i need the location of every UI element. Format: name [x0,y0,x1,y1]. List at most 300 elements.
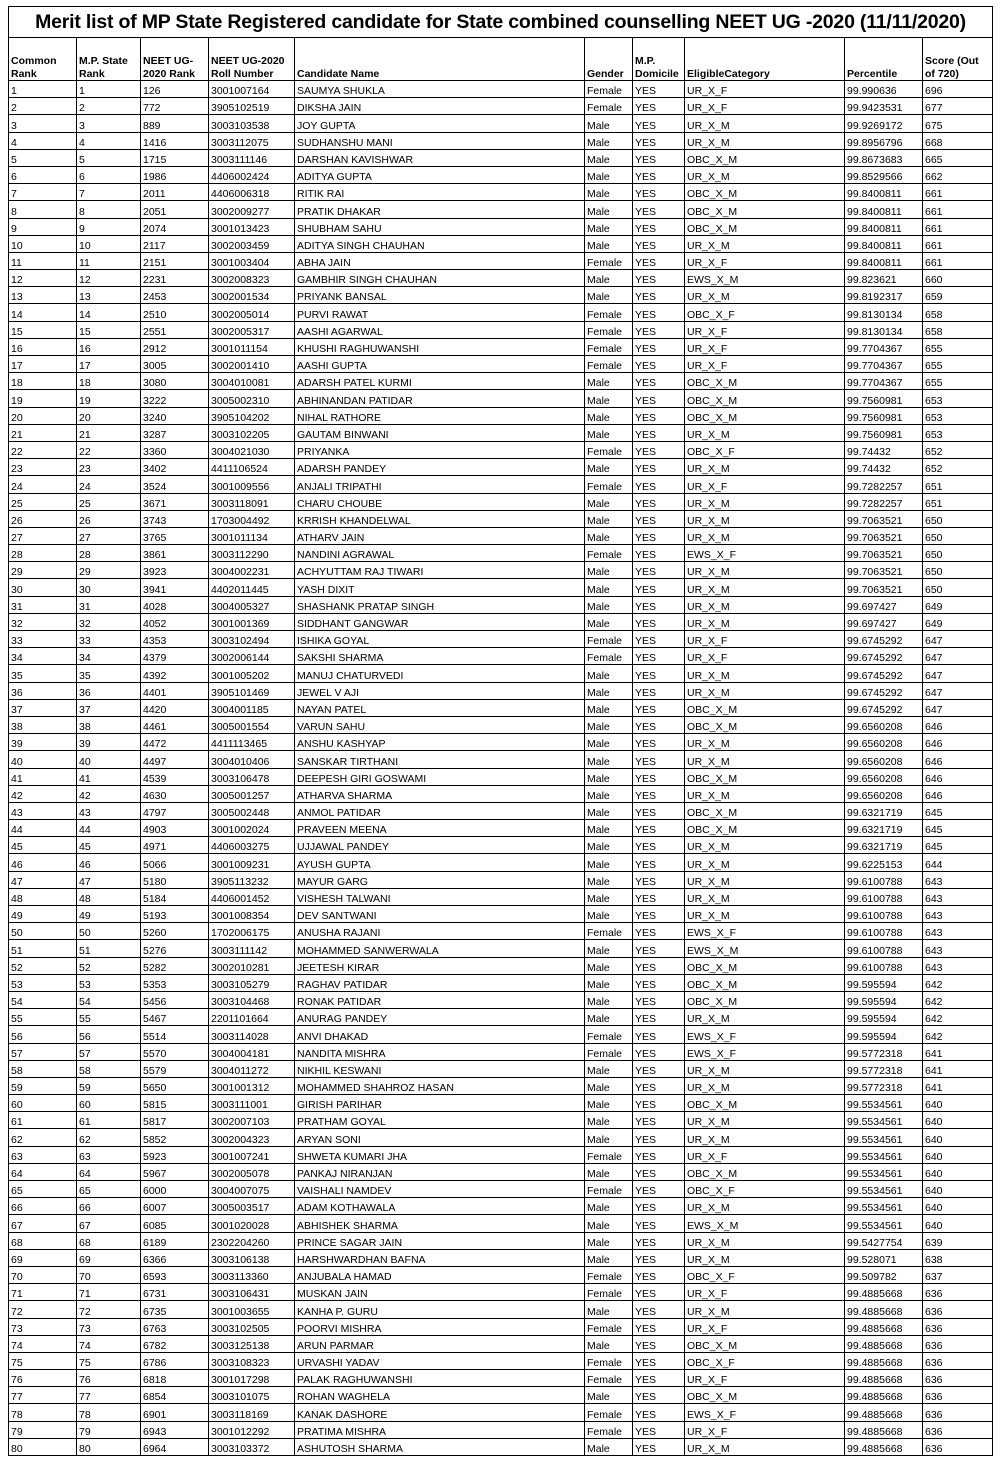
cell-candidate-name: KRRISH KHANDELWAL [295,510,585,527]
table-row [9,407,993,424]
table-row [9,132,993,149]
cell-candidate-name: ANJUBALA HAMAD [295,1266,585,1283]
merit-list-table [8,6,993,1456]
cell-mp-domicile: YES [633,871,685,888]
cell-score: 642 [923,1026,993,1043]
table-row [9,768,993,785]
cell-percentile: 99.7282257 [845,493,923,510]
cell-eligible-category: UR_X_F [685,1421,845,1438]
cell-mp-domicile: YES [633,1387,685,1404]
table-row [9,287,993,304]
cell-neet-rank: 6901 [141,1404,209,1421]
cell-mp-state-rank: 27 [77,527,141,544]
cell-common-rank: 49 [9,906,77,923]
cell-common-rank: 58 [9,1060,77,1077]
cell-common-rank: 15 [9,321,77,338]
cell-gender: Male [585,424,633,441]
cell-score: 696 [923,81,993,98]
table-row [9,1335,993,1352]
cell-score: 638 [923,1249,993,1266]
cell-percentile: 99.7560981 [845,390,923,407]
cell-candidate-name: PRIYANK BANSAL [295,287,585,304]
cell-gender: Male [585,1438,633,1455]
page-title: Merit list of MP State Registered candidate for State combined counselling NEET UG -2020 (11/11/2020) [9,7,993,38]
cell-mp-state-rank: 1 [77,81,141,98]
cell-roll-number: 3005003517 [209,1198,295,1215]
column-header-line-1: NEET UG-2020 [211,55,285,67]
cell-mp-state-rank: 67 [77,1215,141,1232]
cell-common-rank: 43 [9,802,77,819]
cell-common-rank: 6 [9,166,77,183]
cell-neet-rank: 4472 [141,734,209,751]
cell-score: 661 [923,235,993,252]
cell-eligible-category: OBC_X_M [685,1387,845,1404]
cell-mp-domicile: YES [633,820,685,837]
cell-neet-rank: 4353 [141,631,209,648]
cell-roll-number: 3002001410 [209,356,295,373]
cell-percentile: 99.5772318 [845,1060,923,1077]
cell-percentile: 99.595594 [845,974,923,991]
cell-neet-rank: 3240 [141,407,209,424]
cell-gender: Male [585,1387,633,1404]
table-row [9,596,993,613]
cell-gender: Female [585,631,633,648]
cell-eligible-category: UR_X_M [685,751,845,768]
column-header-mp-state-rank [77,38,141,81]
column-header-gender [585,38,633,81]
cell-roll-number: 3002010281 [209,957,295,974]
cell-eligible-category: UR_X_F [685,476,845,493]
cell-gender: Male [585,682,633,699]
cell-eligible-category: UR_X_M [685,1129,845,1146]
cell-percentile: 99.8529566 [845,166,923,183]
cell-eligible-category: UR_X_M [685,785,845,802]
cell-eligible-category: UR_X_F [685,81,845,98]
cell-mp-state-rank: 19 [77,390,141,407]
cell-neet-rank: 3923 [141,562,209,579]
table-row [9,115,993,132]
cell-mp-domicile: YES [633,1352,685,1369]
cell-percentile: 99.5427754 [845,1232,923,1249]
cell-candidate-name: SAKSHI SHARMA [295,648,585,665]
cell-neet-rank: 4903 [141,820,209,837]
cell-common-rank: 28 [9,545,77,562]
cell-percentile: 99.6560208 [845,734,923,751]
cell-mp-state-rank: 8 [77,201,141,218]
cell-percentile: 99.528071 [845,1249,923,1266]
cell-gender: Male [585,940,633,957]
cell-candidate-name: JOY GUPTA [295,115,585,132]
cell-mp-state-rank: 52 [77,957,141,974]
cell-neet-rank: 2151 [141,252,209,269]
cell-common-rank: 32 [9,613,77,630]
cell-percentile: 99.8130134 [845,304,923,321]
cell-mp-state-rank: 72 [77,1301,141,1318]
cell-neet-rank: 5456 [141,991,209,1008]
cell-neet-rank: 2231 [141,270,209,287]
table-row [9,184,993,201]
cell-roll-number: 3003106478 [209,768,295,785]
cell-mp-state-rank: 13 [77,287,141,304]
column-header-line-2: Domicile [635,67,679,80]
cell-gender: Female [585,1266,633,1283]
cell-score: 647 [923,665,993,682]
table-row [9,613,993,630]
cell-mp-state-rank: 57 [77,1043,141,1060]
cell-roll-number: 3001007164 [209,81,295,98]
cell-common-rank: 61 [9,1112,77,1129]
cell-common-rank: 13 [9,287,77,304]
table-row [9,338,993,355]
cell-mp-domicile: YES [633,1249,685,1266]
cell-eligible-category: UR_X_M [685,1009,845,1026]
cell-percentile: 99.6100788 [845,957,923,974]
table-row [9,802,993,819]
cell-gender: Male [585,201,633,218]
cell-gender: Male [585,149,633,166]
cell-mp-state-rank: 2 [77,98,141,115]
cell-score: 646 [923,716,993,733]
cell-eligible-category: UR_X_M [685,682,845,699]
cell-gender: Male [585,1249,633,1266]
cell-common-rank: 55 [9,1009,77,1026]
cell-candidate-name: PANKAJ NIRANJAN [295,1163,585,1180]
cell-score: 650 [923,545,993,562]
cell-eligible-category: UR_X_M [685,854,845,871]
cell-candidate-name: GIRISH PARIHAR [295,1095,585,1112]
cell-neet-rank: 2453 [141,287,209,304]
cell-neet-rank: 3360 [141,441,209,458]
cell-neet-rank: 4052 [141,613,209,630]
cell-mp-domicile: YES [633,768,685,785]
table-row [9,1060,993,1077]
table-row [9,1026,993,1043]
cell-roll-number: 3001011134 [209,527,295,544]
cell-common-rank: 67 [9,1215,77,1232]
cell-mp-state-rank: 80 [77,1438,141,1455]
cell-common-rank: 34 [9,648,77,665]
cell-mp-state-rank: 56 [77,1026,141,1043]
cell-eligible-category: UR_X_F [685,1318,845,1335]
cell-roll-number: 3002007103 [209,1112,295,1129]
cell-candidate-name: DEEPESH GIRI GOSWAMI [295,768,585,785]
cell-roll-number: 4406003275 [209,837,295,854]
cell-percentile: 99.8192317 [845,287,923,304]
cell-roll-number: 3001003655 [209,1301,295,1318]
cell-neet-rank: 5514 [141,1026,209,1043]
cell-candidate-name: ARYAN SONI [295,1129,585,1146]
cell-roll-number: 3001009231 [209,854,295,871]
cell-gender: Female [585,81,633,98]
cell-neet-rank: 4539 [141,768,209,785]
cell-common-rank: 70 [9,1266,77,1283]
table-row [9,81,993,98]
cell-score: 642 [923,1009,993,1026]
cell-mp-state-rank: 50 [77,923,141,940]
cell-percentile: 99.6100788 [845,871,923,888]
cell-roll-number: 3001017298 [209,1370,295,1387]
table-row [9,699,993,716]
cell-common-rank: 77 [9,1387,77,1404]
cell-score: 651 [923,493,993,510]
cell-score: 646 [923,751,993,768]
cell-eligible-category: EWS_X_F [685,545,845,562]
cell-percentile: 99.74432 [845,441,923,458]
cell-roll-number: 3003102205 [209,424,295,441]
cell-roll-number: 3004010081 [209,373,295,390]
cell-common-rank: 79 [9,1421,77,1438]
cell-percentile: 99.6745292 [845,682,923,699]
cell-candidate-name: AYUSH GUPTA [295,854,585,871]
cell-eligible-category: OBC_X_F [685,441,845,458]
cell-roll-number: 4406001452 [209,888,295,905]
cell-neet-rank: 4420 [141,699,209,716]
cell-percentile: 99.8673683 [845,149,923,166]
cell-neet-rank: 6943 [141,1421,209,1438]
cell-candidate-name: PURVI RAWAT [295,304,585,321]
cell-roll-number: 3001001312 [209,1077,295,1094]
cell-score: 643 [923,940,993,957]
cell-score: 647 [923,648,993,665]
cell-mp-state-rank: 26 [77,510,141,527]
cell-mp-state-rank: 77 [77,1387,141,1404]
cell-mp-domicile: YES [633,1301,685,1318]
cell-eligible-category: OBC_X_F [685,1266,845,1283]
cell-percentile: 99.823621 [845,270,923,287]
cell-common-rank: 10 [9,235,77,252]
cell-percentile: 99.4885668 [845,1421,923,1438]
cell-percentile: 99.5534561 [845,1146,923,1163]
cell-candidate-name: ANVI DHAKAD [295,1026,585,1043]
cell-mp-state-rank: 41 [77,768,141,785]
cell-neet-rank: 6763 [141,1318,209,1335]
cell-score: 650 [923,510,993,527]
cell-mp-state-rank: 48 [77,888,141,905]
cell-score: 636 [923,1404,993,1421]
cell-candidate-name: ADITYA SINGH CHAUHAN [295,235,585,252]
cell-mp-state-rank: 3 [77,115,141,132]
cell-mp-state-rank: 6 [77,166,141,183]
cell-eligible-category: OBC_X_F [685,304,845,321]
cell-percentile: 99.8400811 [845,235,923,252]
cell-candidate-name: PALAK RAGHUWANSHI [295,1370,585,1387]
cell-score: 640 [923,1095,993,1112]
cell-mp-domicile: YES [633,166,685,183]
cell-candidate-name: CHARU CHOUBE [295,493,585,510]
cell-percentile: 99.4885668 [845,1370,923,1387]
cell-score: 643 [923,888,993,905]
column-header-common-rank [9,38,77,81]
cell-candidate-name: NIHAL RATHORE [295,407,585,424]
cell-candidate-name: ADARSH PANDEY [295,459,585,476]
cell-roll-number: 3003118091 [209,493,295,510]
column-header-line-1 [847,55,920,68]
table-row [9,1370,993,1387]
cell-mp-state-rank: 28 [77,545,141,562]
cell-eligible-category: UR_X_M [685,1060,845,1077]
cell-eligible-category: EWS_X_F [685,923,845,940]
cell-common-rank: 60 [9,1095,77,1112]
cell-percentile: 99.6321719 [845,820,923,837]
column-header-line-2: Rank [11,67,37,80]
cell-common-rank: 33 [9,631,77,648]
cell-common-rank: 27 [9,527,77,544]
cell-neet-rank: 4461 [141,716,209,733]
cell-roll-number: 3004005327 [209,596,295,613]
cell-common-rank: 9 [9,218,77,235]
cell-gender: Female [585,1370,633,1387]
cell-percentile: 99.7063521 [845,579,923,596]
cell-mp-state-rank: 44 [77,820,141,837]
cell-score: 661 [923,201,993,218]
cell-candidate-name: ASHUTOSH SHARMA [295,1438,585,1455]
cell-candidate-name: MAYUR GARG [295,871,585,888]
cell-mp-state-rank: 36 [77,682,141,699]
cell-candidate-name: ACHYUTTAM RAJ TIWARI [295,562,585,579]
cell-percentile: 99.9423531 [845,98,923,115]
cell-eligible-category: OBC_X_M [685,1335,845,1352]
cell-neet-rank: 3743 [141,510,209,527]
cell-eligible-category: UR_X_M [685,115,845,132]
cell-eligible-category: OBC_X_M [685,820,845,837]
cell-percentile: 99.7282257 [845,476,923,493]
cell-neet-rank: 5817 [141,1112,209,1129]
cell-percentile: 99.8956796 [845,132,923,149]
cell-mp-state-rank: 4 [77,132,141,149]
cell-eligible-category: UR_X_M [685,1249,845,1266]
cell-common-rank: 66 [9,1198,77,1215]
cell-neet-rank: 5467 [141,1009,209,1026]
cell-neet-rank: 3402 [141,459,209,476]
cell-mp-state-rank: 79 [77,1421,141,1438]
cell-score: 636 [923,1335,993,1352]
cell-mp-state-rank: 30 [77,579,141,596]
cell-mp-domicile: YES [633,510,685,527]
table-row [9,974,993,991]
cell-roll-number: 3001020028 [209,1215,295,1232]
cell-score: 660 [923,270,993,287]
cell-eligible-category: UR_X_M [685,579,845,596]
cell-mp-domicile: YES [633,802,685,819]
cell-eligible-category: OBC_X_M [685,768,845,785]
column-header-line-1: Score (Out [925,55,979,67]
cell-gender: Male [585,613,633,630]
cell-percentile: 99.7704367 [845,373,923,390]
cell-percentile: 99.595594 [845,1009,923,1026]
cell-gender: Male [585,1009,633,1026]
cell-neet-rank: 5260 [141,923,209,940]
cell-common-rank: 69 [9,1249,77,1266]
cell-score: 653 [923,390,993,407]
cell-gender: Male [585,218,633,235]
cell-score: 646 [923,734,993,751]
cell-eligible-category: EWS_X_M [685,270,845,287]
cell-neet-rank: 4971 [141,837,209,854]
cell-candidate-name: VAISHALI NAMDEV [295,1181,585,1198]
table-row [9,716,993,733]
cell-gender: Female [585,545,633,562]
cell-mp-domicile: YES [633,957,685,974]
cell-candidate-name: ABHA JAIN [295,252,585,269]
cell-gender: Male [585,854,633,871]
cell-percentile: 99.5534561 [845,1095,923,1112]
cell-mp-state-rank: 29 [77,562,141,579]
cell-mp-domicile: YES [633,648,685,665]
cell-score: 636 [923,1387,993,1404]
cell-percentile: 99.7704367 [845,338,923,355]
cell-mp-domicile: YES [633,596,685,613]
cell-mp-domicile: YES [633,441,685,458]
cell-eligible-category: UR_X_M [685,1198,845,1215]
cell-roll-number: 3003103538 [209,115,295,132]
column-header-line-2: Roll Number [211,67,274,80]
table-row [9,424,993,441]
cell-gender: Male [585,871,633,888]
cell-gender: Female [585,1026,633,1043]
cell-candidate-name: KANAK DASHORE [295,1404,585,1421]
cell-roll-number: 1703004492 [209,510,295,527]
cell-mp-domicile: YES [633,716,685,733]
cell-mp-domicile: YES [633,682,685,699]
cell-roll-number: 3005001257 [209,785,295,802]
table-row [9,356,993,373]
cell-mp-state-rank: 63 [77,1146,141,1163]
cell-neet-rank: 2074 [141,218,209,235]
cell-score: 651 [923,476,993,493]
table-row [9,1146,993,1163]
cell-percentile: 99.8130134 [845,321,923,338]
cell-score: 668 [923,132,993,149]
cell-score: 636 [923,1301,993,1318]
column-header-candidate-name [295,38,585,81]
table-row [9,682,993,699]
cell-mp-state-rank: 22 [77,441,141,458]
cell-score: 646 [923,785,993,802]
cell-roll-number: 3003113360 [209,1266,295,1283]
cell-score: 640 [923,1146,993,1163]
cell-common-rank: 50 [9,923,77,940]
cell-score: 636 [923,1421,993,1438]
cell-percentile: 99.5534561 [845,1163,923,1180]
cell-candidate-name: ADARSH PATEL KURMI [295,373,585,390]
cell-eligible-category: OBC_X_M [685,201,845,218]
cell-score: 643 [923,871,993,888]
cell-mp-state-rank: 59 [77,1077,141,1094]
cell-score: 675 [923,115,993,132]
cell-mp-domicile: YES [633,149,685,166]
table-row [9,218,993,235]
cell-candidate-name: DEV SANTWANI [295,906,585,923]
cell-eligible-category: UR_X_M [685,734,845,751]
cell-roll-number: 3003111146 [209,149,295,166]
table-row [9,734,993,751]
cell-score: 643 [923,923,993,940]
cell-eligible-category: OBC_X_F [685,1181,845,1198]
cell-score: 652 [923,459,993,476]
cell-neet-rank: 5066 [141,854,209,871]
table-row [9,304,993,321]
cell-roll-number: 3001001369 [209,613,295,630]
cell-neet-rank: 5815 [141,1095,209,1112]
cell-gender: Male [585,510,633,527]
cell-eligible-category: OBC_X_M [685,390,845,407]
cell-neet-rank: 5193 [141,906,209,923]
table-row [9,1163,993,1180]
cell-candidate-name: YASH DIXIT [295,579,585,596]
cell-mp-domicile: YES [633,613,685,630]
cell-neet-rank: 5184 [141,888,209,905]
cell-neet-rank: 5353 [141,974,209,991]
